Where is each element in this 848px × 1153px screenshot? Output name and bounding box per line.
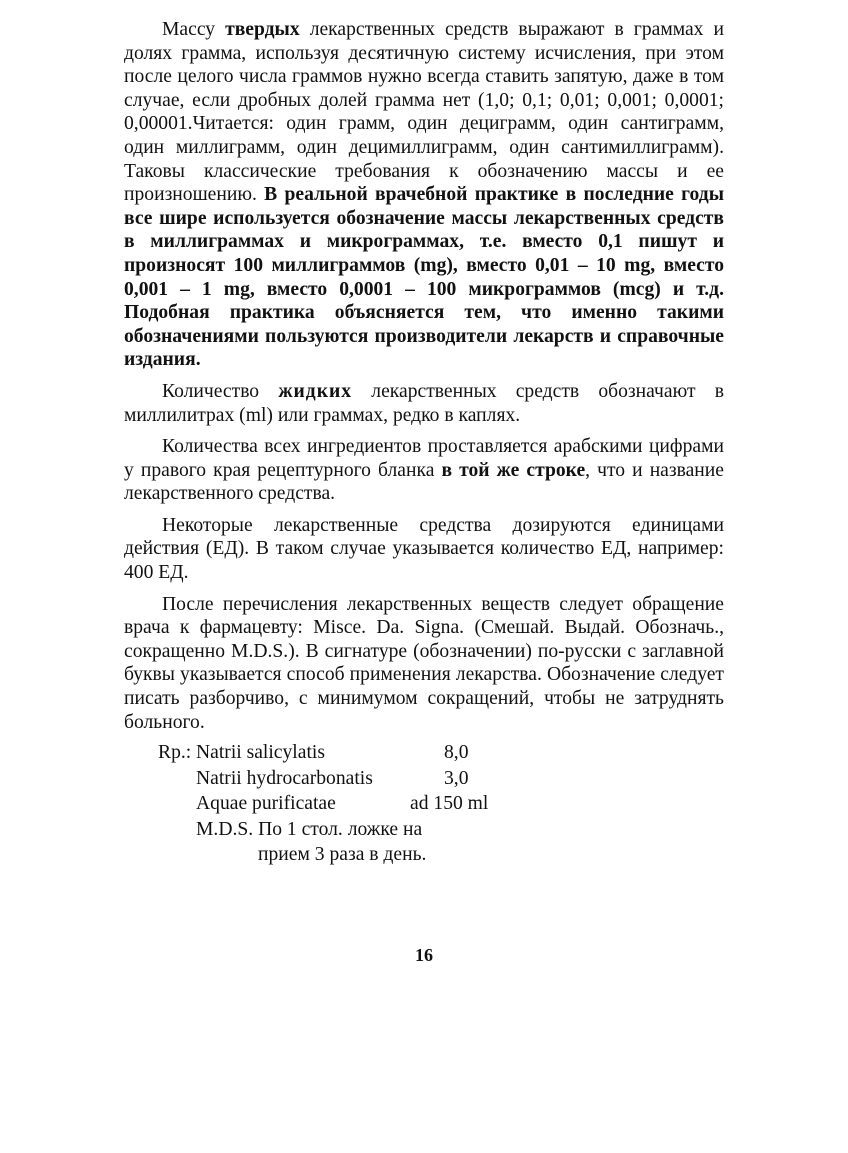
text-span: После перечисления лекарственных веществ следует обращение врача к фармацевту: Misce. Da. Signa. (Смешай. Выдай. Обозначь., сокращенно M.D.S.). В сигнатуре (обозначении) по-русски с заглавной буквы указывается способ применения лекарства. Обозначение следует писать разборчиво, с минимумом сокращений, чтобы не затруднять больного. [124,593,724,733]
ingredient-qty: 3,0 [444,767,469,789]
emphasis-practice: В реальной врачебной практике в последние годы все шире используется обозначение массы лекарственных средств в миллиграммах и микрограммах, т.е. вместо 0,1 пишут и произносят 100 миллиграммов (mg), вместо 0,01 – 10 mg, вместо 0,001 – 1 mg, вместо 0,0001 – 100 микрограммов (mcg) и т.д. Подобная практика объясняется тем, что именно такими обозначениями пользуются производители лекарств и справочные издания. [124,184,724,371]
prescription-row [158,791,518,817]
signa-row [158,842,518,868]
ingredient-qty: ad 150 ml [410,793,489,814]
emphasis-liquid: жидких [278,380,353,402]
ingredient-name: Natrii salicylatis [196,742,325,763]
signa-line: прием 3 раза в день. [258,844,427,865]
page-number: 16 [415,945,433,965]
paragraph-solid-dosage [124,18,724,372]
text-span: лекарственных средств выражают в граммах и долях грамма, используя десятичную систему исчисления, при этом после целого числа граммов нужно всегда ставить запятую, даже в том случае, если дробных долей грамма нет (1,0; 0,1; 0,01; 0,001; 0,0001; 0,00001.Читается: один грамм, один дециграмм, один сантиграмм, один миллиграмм, один децимиллиграмм, один сантимиллиграмм). Таковы классические требования к обозначению массы и ее произношению. [124,19,725,206]
prescription-example [158,740,518,868]
signa-row [158,817,518,843]
text-span: Массу [162,19,226,40]
ingredient-qty: 8,0 [444,742,469,763]
text-span: лекарственных средств обозначают в миллилитрах (ml) или граммах, редко в каплях. [124,380,724,426]
text-span: Количество [162,380,279,402]
prescription-row [158,766,518,792]
paragraph-ingredient-amounts [124,435,724,506]
text-span: Количества всех ингредиентов проставляется арабскими цифрами у правого края рецептурного бланка [124,436,724,481]
text-span: Некоторые лекарственные средства дозируются единицами действия (ЕД). В таком случае указывается количество ЕД, например: 400 ЕД. [124,514,724,584]
paragraph-signa [124,593,724,735]
paragraph-units [124,514,724,585]
ingredient-name: Natrii hydrocarbonatis [196,767,373,789]
signa-line: M.D.S. По 1 стол. ложке на [196,818,423,840]
body-text [124,18,724,742]
ingredient-name: Aquae purificatae [196,793,336,814]
text-span: , что и название лекарственного средства. [124,459,724,505]
rx-prefix: Rp.: [158,742,192,763]
paragraph-liquid-dosage [124,380,724,427]
emphasis-same-line: в той же строке [441,459,586,481]
prescription-row [158,740,518,766]
emphasis-solid: твердых [225,19,300,40]
